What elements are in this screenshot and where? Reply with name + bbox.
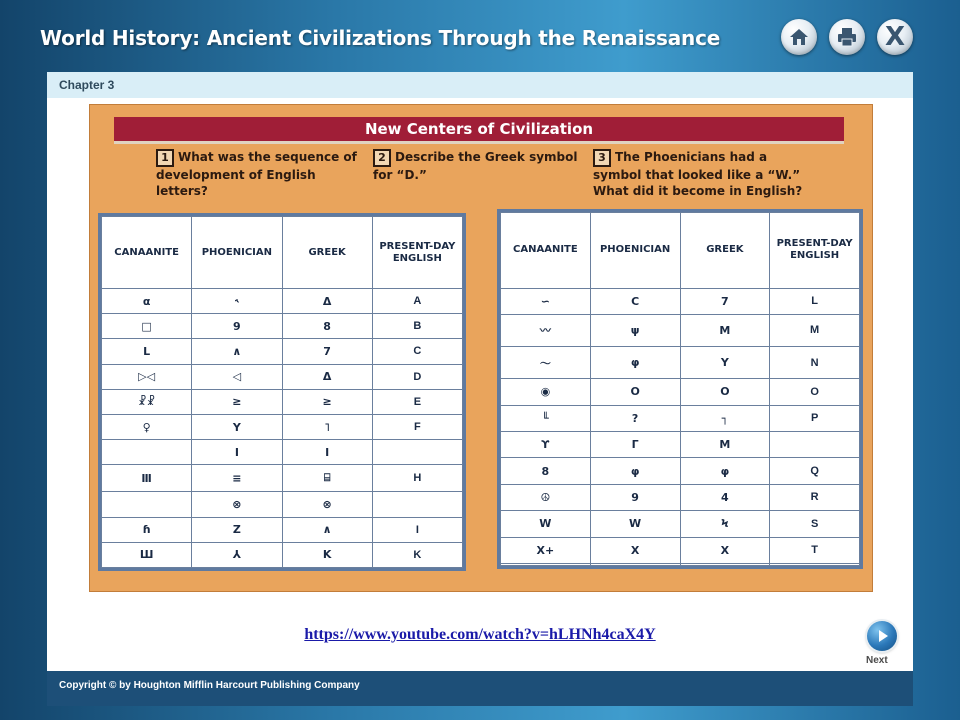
table-cell: ? bbox=[590, 405, 680, 431]
content-panel bbox=[47, 72, 913, 706]
table-cell: ϒ bbox=[501, 431, 591, 457]
table-cell: ☧☧ bbox=[102, 389, 192, 414]
column-header: CANAANITE bbox=[102, 217, 192, 289]
table-row bbox=[501, 288, 860, 314]
left-alphabet-table bbox=[98, 213, 466, 571]
column-header: GREEK bbox=[282, 217, 372, 289]
table-cell: X+ bbox=[501, 537, 591, 563]
printer-icon bbox=[836, 26, 858, 48]
table-row bbox=[102, 440, 463, 465]
table-cell: E bbox=[372, 389, 462, 414]
column-header: GREEK bbox=[680, 213, 770, 289]
table-cell: W bbox=[501, 511, 591, 537]
column-header: PHOENICIAN bbox=[192, 217, 282, 289]
table-cell: ≥ bbox=[192, 389, 282, 414]
table-cell: ˞ bbox=[192, 289, 282, 314]
table-cell bbox=[102, 492, 192, 517]
home-icon bbox=[788, 26, 810, 48]
next-button[interactable] bbox=[867, 621, 897, 651]
table-cell: ψ bbox=[590, 314, 680, 346]
table-cell: Z bbox=[192, 517, 282, 542]
column-header: PRESENT-DAY ENGLISH bbox=[372, 217, 462, 289]
table-row bbox=[501, 564, 860, 566]
column-header: CANAANITE bbox=[501, 213, 591, 289]
table-cell: B bbox=[372, 314, 462, 339]
close-button[interactable] bbox=[877, 19, 913, 55]
alphabet-figure bbox=[89, 104, 873, 592]
question-3 bbox=[593, 149, 813, 199]
table-cell: L bbox=[770, 288, 860, 314]
column-header: PRESENT-DAY ENGLISH bbox=[770, 213, 860, 289]
table-cell: ≥ bbox=[282, 389, 372, 414]
table-row bbox=[102, 542, 463, 567]
table-row bbox=[102, 339, 463, 364]
table-cell: D bbox=[372, 364, 462, 389]
table-cell: K bbox=[282, 542, 372, 567]
table-row bbox=[501, 537, 860, 563]
table-cell: Δ bbox=[282, 289, 372, 314]
table-cell: Q bbox=[770, 458, 860, 484]
table-row bbox=[102, 492, 463, 517]
table-cell: ɦ bbox=[102, 517, 192, 542]
home-button[interactable] bbox=[781, 19, 817, 55]
table-row bbox=[501, 458, 860, 484]
table-cell: H bbox=[372, 465, 462, 492]
copyright-text: Copyright © by Houghton Mifflin Harcourt Publishing Company bbox=[59, 680, 360, 691]
table-cell: M bbox=[770, 314, 860, 346]
table-cell bbox=[680, 564, 770, 566]
table-cell: ≡ bbox=[192, 465, 282, 492]
table-cell: O bbox=[770, 379, 860, 405]
table-row bbox=[102, 314, 463, 339]
table-cell: 7 bbox=[680, 288, 770, 314]
question-2 bbox=[373, 149, 583, 183]
table-cell: F bbox=[372, 414, 462, 439]
table-row bbox=[501, 511, 860, 537]
column-header: PHOENICIAN bbox=[590, 213, 680, 289]
table-cell: □ bbox=[102, 314, 192, 339]
table-row bbox=[501, 431, 860, 457]
table-cell: 7 bbox=[282, 339, 372, 364]
table-cell: 〰 bbox=[501, 314, 591, 346]
right-alphabet-table bbox=[497, 209, 863, 569]
table-cell: С bbox=[590, 288, 680, 314]
table-cell: φ bbox=[590, 458, 680, 484]
table-cell: α bbox=[102, 289, 192, 314]
question-text: Describe the Greek symbol for “D.” bbox=[373, 150, 578, 182]
table-row bbox=[501, 314, 860, 346]
video-link-container bbox=[47, 626, 913, 644]
print-button[interactable] bbox=[829, 19, 865, 55]
table-cell: C bbox=[372, 339, 462, 364]
table-cell: K bbox=[372, 542, 462, 567]
table-row bbox=[501, 379, 860, 405]
table-cell: ⊗ bbox=[192, 492, 282, 517]
table-cell bbox=[372, 492, 462, 517]
table-row bbox=[102, 517, 463, 542]
table-cell: 9 bbox=[192, 314, 282, 339]
table-cell: ∽ bbox=[501, 288, 591, 314]
play-arrow-icon bbox=[867, 621, 897, 651]
table-cell: ⌸ bbox=[282, 465, 372, 492]
chapter-bar bbox=[47, 72, 913, 98]
table-cell: φ bbox=[590, 347, 680, 379]
table-cell: ┐ bbox=[680, 405, 770, 431]
table-row bbox=[102, 465, 463, 492]
table-cell: Δ bbox=[282, 364, 372, 389]
question-text: What was the sequence of development of English letters? bbox=[156, 150, 357, 198]
table-cell: ⊗ bbox=[282, 492, 372, 517]
question-1 bbox=[156, 149, 361, 199]
table-cell: O bbox=[680, 379, 770, 405]
table-cell: N bbox=[770, 347, 860, 379]
question-number: 1 bbox=[156, 149, 174, 167]
table-cell: ˥ bbox=[282, 414, 372, 439]
table-cell: ◁ bbox=[192, 364, 282, 389]
table-cell: I bbox=[372, 517, 462, 542]
table-cell: T bbox=[770, 537, 860, 563]
table-cell: O bbox=[590, 379, 680, 405]
table-cell: ∧ bbox=[192, 339, 282, 364]
table-cell bbox=[590, 564, 680, 566]
table-cell: X bbox=[680, 537, 770, 563]
table-cell: ▷◁ bbox=[102, 364, 192, 389]
chapter-label: Chapter 3 bbox=[59, 78, 115, 92]
table-cell: I bbox=[282, 440, 372, 465]
table-cell: Γ bbox=[590, 431, 680, 457]
table-cell bbox=[102, 440, 192, 465]
table-cell: Ϟ bbox=[680, 511, 770, 537]
table-row bbox=[102, 389, 463, 414]
question-number: 3 bbox=[593, 149, 611, 167]
table-cell: W bbox=[590, 511, 680, 537]
footer bbox=[47, 671, 913, 706]
table-row bbox=[102, 364, 463, 389]
table-cell: I bbox=[192, 440, 282, 465]
table-cell: M bbox=[680, 431, 770, 457]
figure-banner bbox=[114, 117, 844, 144]
table-cell bbox=[770, 431, 860, 457]
table-cell bbox=[770, 564, 860, 566]
table-cell: 4 bbox=[680, 484, 770, 510]
next-label: Next bbox=[866, 655, 888, 666]
table-cell: ⅄ bbox=[192, 542, 282, 567]
table-row bbox=[102, 414, 463, 439]
table-cell: Ш bbox=[102, 542, 192, 567]
table-cell: ╙ bbox=[501, 405, 591, 431]
table-cell: ∧ bbox=[282, 517, 372, 542]
table-cell: ◉ bbox=[501, 379, 591, 405]
table-row bbox=[501, 347, 860, 379]
table-cell: Y bbox=[192, 414, 282, 439]
table-cell bbox=[372, 440, 462, 465]
table-cell: φ bbox=[680, 458, 770, 484]
table-cell: Υ bbox=[680, 347, 770, 379]
table-cell: 8 bbox=[282, 314, 372, 339]
table-cell: 9 bbox=[590, 484, 680, 510]
table-cell: M bbox=[680, 314, 770, 346]
table-row bbox=[501, 484, 860, 510]
close-icon: X bbox=[884, 22, 906, 52]
table-cell: A bbox=[372, 289, 462, 314]
question-text: The Phoenicians had a symbol that looked like a “W.” What did it become in English? bbox=[593, 150, 803, 198]
question-number: 2 bbox=[373, 149, 391, 167]
video-link[interactable]: https://www.youtube.com/watch?v=hLHNh4caX4Y bbox=[304, 626, 656, 643]
table-cell: Ⅲ bbox=[102, 465, 192, 492]
table-cell: 〜 bbox=[501, 347, 591, 379]
table-cell: ♀ bbox=[102, 414, 192, 439]
table-cell: ☮ bbox=[501, 484, 591, 510]
table-row bbox=[501, 405, 860, 431]
table-cell bbox=[501, 564, 591, 566]
table-cell: L bbox=[102, 339, 192, 364]
page-title: World History: Ancient Civilizations Through the Renaissance bbox=[40, 26, 721, 50]
table-cell: 8 bbox=[501, 458, 591, 484]
table-cell: X bbox=[590, 537, 680, 563]
table-cell: S bbox=[770, 511, 860, 537]
table-cell: P bbox=[770, 405, 860, 431]
table-cell: R bbox=[770, 484, 860, 510]
table-row bbox=[102, 289, 463, 314]
figure-banner-text: New Centers of Civilization bbox=[364, 120, 594, 138]
